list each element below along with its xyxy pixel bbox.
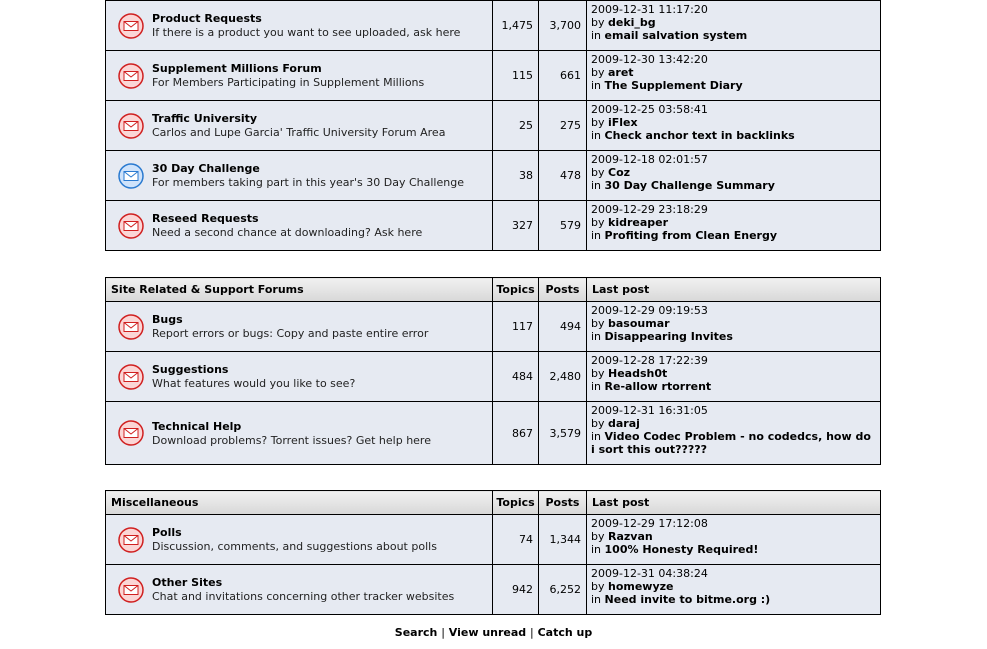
by-label: by	[591, 530, 605, 543]
last-post-date: 2009-12-25 03:58:41	[591, 103, 708, 116]
topics-count: 115	[493, 51, 539, 101]
topics-count: 327	[493, 201, 539, 251]
topics-count: 484	[493, 352, 539, 402]
forum-row	[106, 101, 881, 151]
envelope-red-icon	[118, 13, 144, 39]
posts-count: 3,579	[539, 402, 587, 465]
last-post-topic-link[interactable]: email salvation system	[604, 29, 748, 42]
last-post-user-link[interactable]: iFlex	[608, 116, 638, 129]
last-post-date: 2009-12-29 09:19:53	[591, 304, 708, 317]
in-label: in	[591, 380, 602, 393]
last-post-date: 2009-12-31 04:38:24	[591, 567, 708, 580]
topics-count: 1,475	[493, 1, 539, 51]
forum-description: For members taking part in this year's 30 Day Challenge	[152, 176, 464, 189]
posts-header: Posts	[539, 278, 587, 302]
posts-count: 494	[539, 302, 587, 352]
forum-description: If there is a product you want to see uploaded, ask here	[152, 26, 461, 39]
last-post-date: 2009-12-30 13:42:20	[591, 53, 708, 66]
forum-description: Chat and invitations concerning other tracker websites	[152, 590, 455, 603]
last-post-date: 2009-12-31 16:31:05	[591, 404, 708, 417]
forum-description: For Members Participating in Supplement Millions	[152, 76, 425, 89]
table-header	[106, 278, 881, 302]
forum-name-link[interactable]: Bugs	[152, 313, 183, 326]
by-label: by	[591, 317, 605, 330]
by-label: by	[591, 367, 605, 380]
forum-row	[106, 352, 881, 402]
last-post-date: 2009-12-31 11:17:20	[591, 3, 708, 16]
forum-row	[106, 1, 881, 51]
forum-name-link[interactable]: Technical Help	[152, 419, 242, 433]
section-title: Site Related & Support Forums	[106, 278, 493, 302]
footer-links	[0, 626, 987, 639]
last-post-date: 2009-12-29 23:18:29	[591, 203, 708, 216]
table-header	[106, 491, 881, 515]
posts-count: 661	[539, 51, 587, 101]
forum-table	[105, 0, 881, 251]
last-post-topic-link[interactable]: 100% Honesty Required!	[604, 543, 759, 556]
last-post-topic-link[interactable]: Need invite to bitme.org :)	[604, 593, 771, 606]
forum-table	[105, 490, 881, 615]
by-label: by	[591, 66, 605, 79]
envelope-red-icon	[118, 364, 144, 390]
last-post-user-link[interactable]: aret	[608, 66, 634, 79]
in-label: in	[591, 330, 602, 343]
by-label: by	[591, 116, 605, 129]
last-post-topic-link[interactable]: 30 Day Challenge Summary	[604, 179, 775, 192]
by-label: by	[591, 580, 605, 593]
posts-count: 3,700	[539, 1, 587, 51]
forum-row	[106, 151, 881, 201]
last-post-topic-link[interactable]: The Supplement Diary	[604, 79, 743, 92]
envelope-red-icon	[118, 527, 144, 553]
in-label: in	[591, 229, 602, 242]
in-label: in	[591, 129, 602, 142]
last-post-topic-link[interactable]: Check anchor text in backlinks	[604, 129, 795, 142]
topics-count: 38	[493, 151, 539, 201]
posts-header: Posts	[539, 491, 587, 515]
view-unread-link[interactable]: View unread	[448, 626, 527, 639]
forum-description: Carlos and Lupe Garcia' Traffic University Forum Area	[152, 126, 446, 139]
topics-count: 74	[493, 515, 539, 565]
last-post-date: 2009-12-18 02:01:57	[591, 153, 708, 166]
last-post-topic-link[interactable]: Re-allow rtorrent	[604, 380, 712, 393]
forum-name-link[interactable]: Other Sites	[152, 576, 223, 589]
forum-row	[106, 515, 881, 565]
envelope-red-icon	[118, 213, 144, 239]
posts-count: 6,252	[539, 565, 587, 615]
last-post-topic-link[interactable]: Disappearing Invites	[604, 330, 733, 343]
topics-count: 942	[493, 565, 539, 615]
last-post-user-link[interactable]: Coz	[608, 166, 631, 179]
last-post-header: Last post	[587, 278, 881, 302]
envelope-red-icon	[118, 314, 144, 340]
last-post-header: Last post	[587, 491, 881, 515]
forum-row	[106, 302, 881, 352]
posts-count: 1,344	[539, 515, 587, 565]
last-post-user-link[interactable]: deki_bg	[608, 16, 656, 29]
forum-name-link[interactable]: Supplement Millions Forum	[152, 62, 322, 75]
envelope-blue-icon	[118, 163, 144, 189]
search-link[interactable]: Search	[394, 626, 438, 639]
by-label: by	[591, 417, 605, 430]
forum-row	[106, 201, 881, 251]
posts-count: 2,480	[539, 352, 587, 402]
topics-header: Topics	[493, 491, 539, 515]
catch-up-link[interactable]: Catch up	[537, 626, 593, 639]
envelope-red-icon	[118, 420, 144, 446]
in-label: in	[591, 79, 602, 92]
forum-description: Need a second chance at downloading? Ask here	[152, 226, 423, 239]
in-label: in	[591, 179, 602, 192]
last-post-user-link[interactable]: kidreaper	[608, 216, 669, 229]
last-post-user-link[interactable]: Razvan	[608, 530, 653, 543]
topics-header: Topics	[493, 278, 539, 302]
topics-count: 867	[493, 402, 539, 465]
forum-description: Discussion, comments, and suggestions about polls	[152, 540, 437, 553]
last-post-topic-link[interactable]: Video Codec Problem - no codedcs, how do i sort this out?????	[591, 430, 871, 456]
by-label: by	[591, 16, 605, 29]
separator: |	[530, 626, 534, 639]
forum-name-link[interactable]: 30 Day Challenge	[152, 162, 260, 175]
forum-row	[106, 565, 881, 615]
forum-name-link[interactable]: Product Requests	[152, 12, 262, 25]
last-post-user-link[interactable]: daraj	[608, 417, 640, 430]
forum-row	[106, 51, 881, 101]
posts-count: 579	[539, 201, 587, 251]
forum-description: Report errors or bugs: Copy and paste entire error	[152, 327, 429, 340]
in-label: in	[591, 543, 602, 556]
by-label: by	[591, 216, 605, 229]
forum-name-link[interactable]: Suggestions	[152, 363, 229, 376]
envelope-red-icon	[118, 577, 144, 603]
forum-row	[106, 402, 881, 465]
in-label: in	[591, 593, 602, 606]
posts-count: 478	[539, 151, 587, 201]
last-post-date: 2009-12-29 17:12:08	[591, 517, 708, 530]
in-label: in	[591, 430, 602, 443]
last-post-topic-link[interactable]: Profiting from Clean Energy	[604, 229, 778, 242]
last-post-user-link[interactable]: Headsh0t	[608, 367, 668, 380]
last-post-date: 2009-12-28 17:22:39	[591, 354, 708, 367]
forum-description: Download problems? Torrent issues? Get help here	[152, 433, 431, 447]
topics-count: 25	[493, 101, 539, 151]
envelope-red-icon	[118, 113, 144, 139]
forum-name-link[interactable]: Reseed Requests	[152, 212, 259, 225]
posts-count: 275	[539, 101, 587, 151]
forum-name-link[interactable]: Traffic University	[152, 112, 258, 125]
forum-name-link[interactable]: Polls	[152, 526, 182, 539]
topics-count: 117	[493, 302, 539, 352]
by-label: by	[591, 166, 605, 179]
last-post-user-link[interactable]: basoumar	[608, 317, 670, 330]
section-title: Miscellaneous	[106, 491, 493, 515]
in-label: in	[591, 29, 602, 42]
separator: |	[441, 626, 445, 639]
forum-table	[105, 277, 881, 465]
last-post-user-link[interactable]: homewyze	[608, 580, 674, 593]
envelope-red-icon	[118, 63, 144, 89]
forum-description: What features would you like to see?	[152, 377, 356, 390]
